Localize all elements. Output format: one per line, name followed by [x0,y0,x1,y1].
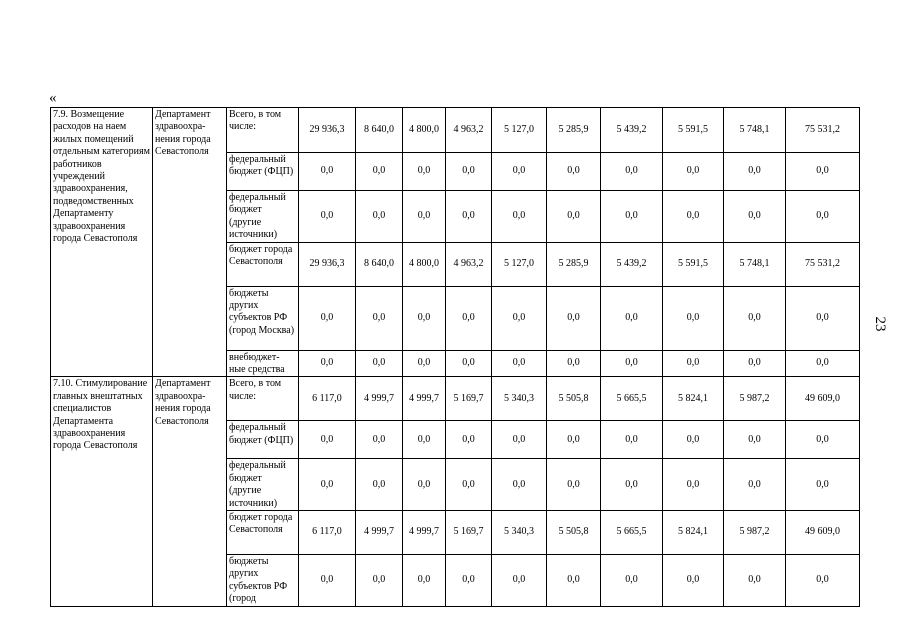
funding-source-cell: внебюджет-ные средства [227,350,299,377]
amount-cell: 0,0 [299,191,356,243]
funding-source-cell: бюджет города Севастополя [227,242,299,286]
amount-cell: 5 505,8 [547,511,601,555]
amount-cell: 8 640,0 [356,242,403,286]
amount-cell: 0,0 [663,555,724,607]
funding-source-cell: бюджеты других субъектов РФ (город [227,555,299,607]
amount-cell: 75 531,2 [786,242,860,286]
amount-cell: 5 591,5 [663,108,724,153]
funding-source-cell: федеральный бюджет (другие источники) [227,459,299,511]
amount-cell: 0,0 [601,350,663,377]
amount-cell: 4 963,2 [446,242,492,286]
amount-cell: 0,0 [786,153,860,191]
amount-cell: 0,0 [547,459,601,511]
amount-cell: 0,0 [601,191,663,243]
amount-cell: 0,0 [724,191,786,243]
amount-cell: 0,0 [547,421,601,459]
funding-source-cell: федеральный бюджет (другие источники) [227,191,299,243]
amount-cell: 5 824,1 [663,511,724,555]
funding-source-cell: Всего, в том числе: [227,377,299,421]
amount-cell: 0,0 [786,350,860,377]
amount-cell: 0,0 [663,153,724,191]
amount-cell: 0,0 [663,350,724,377]
amount-cell: 5 987,2 [724,511,786,555]
amount-cell: 0,0 [601,421,663,459]
amount-cell: 0,0 [299,153,356,191]
amount-cell: 5 127,0 [492,242,547,286]
amount-cell: 0,0 [663,286,724,350]
amount-cell: 4 999,7 [356,377,403,421]
amount-cell: 5 169,7 [446,511,492,555]
amount-cell: 5 127,0 [492,108,547,153]
amount-cell: 0,0 [403,459,446,511]
amount-cell: 0,0 [492,421,547,459]
amount-cell: 75 531,2 [786,108,860,153]
amount-cell: 0,0 [403,350,446,377]
amount-cell: 0,0 [446,191,492,243]
amount-cell: 5 439,2 [601,242,663,286]
amount-cell: 4 800,0 [403,242,446,286]
amount-cell: 0,0 [356,350,403,377]
amount-cell: 0,0 [724,459,786,511]
measure-name-cell: 7.10. Стимулирование главных внештатных специалистов Департамента здравоохранения города Севастополя [51,377,153,606]
amount-cell: 0,0 [356,286,403,350]
amount-cell: 0,0 [547,555,601,607]
amount-cell: 0,0 [492,350,547,377]
funding-source-cell: федеральный бюджет (ФЦП) [227,153,299,191]
amount-cell: 29 936,3 [299,242,356,286]
funding-source-cell: Всего, в том числе: [227,108,299,153]
amount-cell: 0,0 [492,555,547,607]
amount-cell: 0,0 [724,153,786,191]
budget-table [50,107,860,607]
amount-cell: 5 748,1 [724,108,786,153]
amount-cell: 5 824,1 [663,377,724,421]
amount-cell: 0,0 [724,350,786,377]
amount-cell: 5 285,9 [547,242,601,286]
amount-cell: 0,0 [786,555,860,607]
amount-cell: 0,0 [663,459,724,511]
amount-cell: 0,0 [446,286,492,350]
amount-cell: 0,0 [446,421,492,459]
amount-cell: 0,0 [547,286,601,350]
amount-cell: 4 999,7 [403,511,446,555]
amount-cell: 0,0 [547,350,601,377]
amount-cell: 0,0 [786,421,860,459]
amount-cell: 5 169,7 [446,377,492,421]
amount-cell: 0,0 [601,555,663,607]
measure-name-cell: 7.9. Возмещение расходов на наем жилых помещений отдельным категориям работников учреждений здравоохранения, подведомственных Департаменту здравоохранения города Севастополя [51,108,153,377]
amount-cell: 0,0 [601,286,663,350]
amount-cell: 0,0 [601,459,663,511]
budget-table-body [51,108,860,607]
amount-cell: 6 117,0 [299,511,356,555]
amount-cell: 0,0 [299,555,356,607]
funding-source-cell: бюджеты других субъектов РФ (город Москва) [227,286,299,350]
amount-cell: 0,0 [356,421,403,459]
amount-cell: 8 640,0 [356,108,403,153]
amount-cell: 5 340,3 [492,511,547,555]
amount-cell: 6 117,0 [299,377,356,421]
amount-cell: 5 665,5 [601,377,663,421]
amount-cell: 0,0 [724,555,786,607]
amount-cell: 0,0 [403,421,446,459]
amount-cell: 0,0 [446,153,492,191]
opening-quote: « [49,90,57,106]
amount-cell: 0,0 [663,191,724,243]
amount-cell: 0,0 [446,350,492,377]
amount-cell: 29 936,3 [299,108,356,153]
amount-cell: 0,0 [786,191,860,243]
amount-cell: 5 987,2 [724,377,786,421]
amount-cell: 5 665,5 [601,511,663,555]
amount-cell: 0,0 [356,459,403,511]
funding-source-cell: федеральный бюджет (ФЦП) [227,421,299,459]
amount-cell: 0,0 [492,459,547,511]
amount-cell: 4 800,0 [403,108,446,153]
amount-cell: 0,0 [786,459,860,511]
table-row [51,377,860,421]
amount-cell: 0,0 [547,153,601,191]
amount-cell: 0,0 [356,153,403,191]
amount-cell: 0,0 [601,153,663,191]
amount-cell: 0,0 [299,286,356,350]
amount-cell: 5 748,1 [724,242,786,286]
amount-cell: 0,0 [492,191,547,243]
amount-cell: 5 505,8 [547,377,601,421]
department-cell: Департамент здравоохра-нения города Севастополя [153,377,227,606]
amount-cell: 4 999,7 [403,377,446,421]
amount-cell: 5 285,9 [547,108,601,153]
amount-cell: 0,0 [356,555,403,607]
amount-cell: 0,0 [492,153,547,191]
amount-cell: 0,0 [446,459,492,511]
amount-cell: 5 591,5 [663,242,724,286]
amount-cell: 0,0 [403,153,446,191]
amount-cell: 0,0 [724,286,786,350]
department-cell: Департамент здравоохра-нения города Севастополя [153,108,227,377]
amount-cell: 0,0 [356,191,403,243]
amount-cell: 0,0 [724,421,786,459]
amount-cell: 0,0 [299,421,356,459]
amount-cell: 0,0 [299,350,356,377]
amount-cell: 49 609,0 [786,377,860,421]
amount-cell: 0,0 [403,191,446,243]
amount-cell: 0,0 [663,421,724,459]
page-number: 23 [872,316,888,332]
amount-cell: 0,0 [403,286,446,350]
amount-cell: 0,0 [786,286,860,350]
amount-cell: 0,0 [403,555,446,607]
amount-cell: 4 963,2 [446,108,492,153]
amount-cell: 0,0 [492,286,547,350]
amount-cell: 0,0 [446,555,492,607]
amount-cell: 0,0 [547,191,601,243]
amount-cell: 5 340,3 [492,377,547,421]
amount-cell: 49 609,0 [786,511,860,555]
table-row [51,108,860,153]
amount-cell: 5 439,2 [601,108,663,153]
funding-source-cell: бюджет города Севастополя [227,511,299,555]
amount-cell: 0,0 [299,459,356,511]
amount-cell: 4 999,7 [356,511,403,555]
